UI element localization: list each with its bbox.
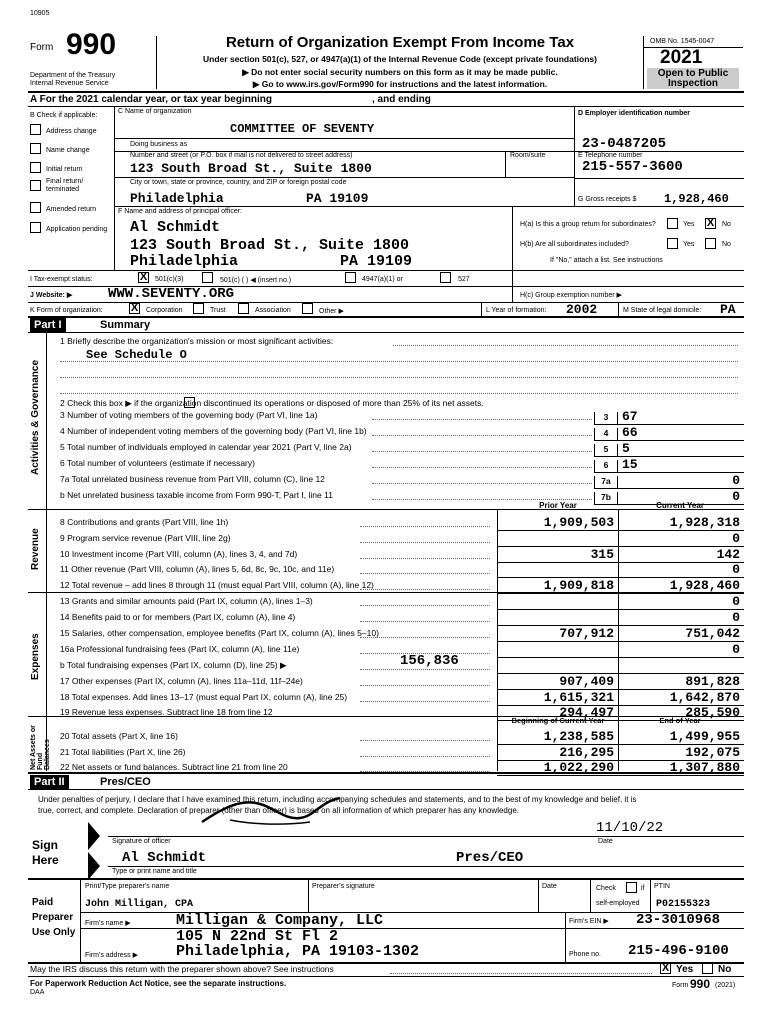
expense-prior-value[interactable]: 294,497 — [559, 705, 614, 720]
revenue-line-leader — [360, 526, 490, 527]
principal-officer-label: F Name and address of principal officer: — [118, 208, 242, 215]
expense-line-text: 19 Revenue less expenses. Subtract line 18 from line 12 — [60, 707, 273, 717]
officer-signature-mark — [200, 790, 360, 830]
expense-current-value[interactable]: 891,828 — [685, 674, 740, 689]
preparer-signature-label: Preparer's signature — [312, 883, 375, 890]
net-assets-line-text: 21 Total liabilities (Part X, line 26) — [60, 747, 186, 757]
revenue-line-text: 12 Total revenue – add lines 8 through 11 (must equal Part VIII, column (A), line 12) — [60, 580, 374, 590]
form-subtitle: Under section 501(c), 527, or 4947(a)(1) of the Internal Revenue Code (except private foundations) — [203, 54, 597, 64]
type-name-label: Type or print name and title — [112, 868, 197, 875]
officer-title[interactable]: Pres/CEO — [456, 850, 524, 866]
org-form-label: K Form of organization: — [30, 307, 103, 314]
gross-receipts-value[interactable]: 1,928,460 — [664, 192, 729, 206]
dba-label: Doing business as — [130, 141, 188, 148]
paperwork-notice: For Paperwork Reduction Act Notice, see the separate instructions. — [30, 979, 287, 988]
footer-form-word: Form — [672, 982, 689, 989]
part1-title: Summary — [100, 319, 151, 331]
revenue-line-leader — [360, 589, 490, 590]
phone-label: E Telephone number — [578, 152, 643, 159]
paid-label: Paid — [32, 897, 54, 908]
net-assets-current-value[interactable]: 1,307,880 — [669, 760, 740, 775]
other-label: Other ▶ — [319, 308, 344, 315]
527-checkbox[interactable] — [440, 272, 451, 283]
self-employed-label: self-employed — [596, 900, 640, 907]
other-checkbox[interactable] — [302, 303, 313, 314]
application-pending-checkbox[interactable] — [30, 222, 41, 233]
website-url[interactable]: WWW.SEVENTY.ORG — [108, 286, 235, 302]
expense-prior-value[interactable]: 707,912 — [559, 626, 614, 641]
gov-line-leader — [372, 419, 592, 420]
net-assets-prior-value[interactable]: 1,238,585 — [543, 729, 614, 744]
expense-line-leader — [360, 669, 490, 670]
self-employed-checkbox[interactable] — [626, 882, 637, 893]
net-assets-current-value[interactable]: 1,499,955 — [669, 729, 740, 744]
gov-line-value[interactable]: 5 — [622, 441, 630, 456]
street-address[interactable]: 123 South Broad St., Suite 1800 — [130, 161, 372, 176]
group-return-yes: Yes — [683, 221, 695, 228]
line-a-ending: , and ending — [372, 94, 431, 105]
501c3-checkbox[interactable]: X — [139, 271, 148, 283]
gov-line-value[interactable]: 67 — [622, 409, 638, 424]
firm-address-line1[interactable]: 105 N 22nd St Fl 2 — [176, 928, 339, 945]
expense-line-leader — [360, 605, 490, 606]
officer-signature-label: Signature of officer — [112, 838, 171, 845]
city[interactable]: Philadelphia — [130, 191, 224, 206]
net-assets-current-value[interactable]: 192,075 — [685, 745, 740, 760]
fundraising-expenses-value[interactable]: 156,836 — [400, 653, 459, 669]
revenue-current-value[interactable]: 142 — [716, 547, 740, 562]
expense-current-value[interactable]: 0 — [732, 642, 740, 657]
terminated-label: terminated — [46, 186, 80, 193]
firm-phone[interactable]: 215-496-9100 — [628, 943, 729, 959]
gov-line-leader — [372, 467, 592, 468]
revenue-current-value[interactable]: 1,928,318 — [669, 515, 740, 530]
gov-line-value[interactable]: 15 — [622, 457, 638, 472]
corporation-label: Corporation — [146, 307, 183, 314]
officer-state-zip[interactable]: PA 19109 — [340, 253, 413, 270]
amended-return-label: Amended return — [46, 206, 97, 213]
gov-line-leader — [372, 483, 592, 484]
revenue-prior-value[interactable]: 1,909,503 — [543, 515, 614, 530]
discuss-question: May the IRS discuss this return with the preparer shown above? See instructions — [30, 964, 334, 974]
4947-checkbox[interactable] — [345, 272, 356, 283]
gov-line-text: b Net unrelated business taxable income from Form 990-T, Part I, line 11 — [60, 490, 333, 500]
perjury-declaration-2: true, correct, and complete. Declaration of preparer (other than officer) is based on all information of which preparer has any knowledge. — [38, 806, 519, 815]
final-return-checkbox[interactable] — [30, 180, 41, 191]
discuss-yes-checkbox[interactable]: X — [661, 962, 670, 974]
revenue-prior-value[interactable]: 1,909,818 — [543, 578, 614, 593]
firm-name-label: Firm's name ▶ — [85, 920, 131, 927]
expense-line-text: 14 Benefits paid to or for members (Part IX, column (A), line 4) — [60, 612, 296, 622]
gov-line-value[interactable]: 0 — [732, 489, 740, 504]
dept-treasury: Department of the Treasury — [30, 72, 116, 79]
gov-line-leader — [372, 451, 592, 452]
final-return-label: Final return/ — [46, 178, 84, 185]
expense-prior-value[interactable]: 907,409 — [559, 674, 614, 689]
activities-governance-side-label: Activities & Governance — [30, 359, 41, 475]
state-zip[interactable]: PA 19109 — [306, 191, 369, 206]
firm-ein[interactable]: 23-3010968 — [636, 912, 721, 928]
revenue-line-text: 10 Investment income (Part VIII, column (A), lines 3, 4, and 7d) — [60, 549, 298, 559]
ptin-value[interactable]: P02155323 — [656, 899, 711, 910]
expense-current-value[interactable]: 0 — [732, 594, 740, 609]
initial-return-checkbox[interactable] — [30, 162, 41, 173]
officer-printed-name[interactable]: Al Schmidt — [122, 850, 207, 866]
subordinates-no: No — [722, 241, 731, 248]
gov-line-text: 3 Number of voting members of the governing body (Part VI, line 1a) — [60, 410, 318, 420]
subordinates-yes-checkbox[interactable] — [667, 238, 678, 249]
group-return-no: No — [722, 221, 731, 228]
gov-line-number: 4 — [594, 428, 618, 441]
footer-year: (2021) — [715, 982, 736, 989]
gov-line-number: 6 — [594, 460, 618, 473]
527-label: 527 — [458, 276, 470, 283]
here-label: Here — [32, 853, 59, 867]
subordinates-note: If "No," attach a list. See instructions — [550, 257, 663, 264]
domicile-label: M State of legal domicile: — [623, 307, 702, 314]
year-formation-value[interactable]: 2002 — [566, 302, 598, 317]
net-assets-line-leader — [360, 740, 490, 741]
dept-irs: Internal Revenue Service — [30, 80, 109, 87]
use-only-label: Use Only — [32, 927, 76, 938]
expense-line-text: 16a Professional fundraising fees (Part IX, column (A), line 11e) — [60, 644, 300, 654]
group-return-yes-checkbox[interactable] — [667, 218, 678, 229]
expenses-side-label: Expenses — [30, 633, 41, 680]
phone-value[interactable]: 215-557-3600 — [582, 159, 683, 175]
revenue-line-text: 8 Contributions and grants (Part VIII, line 1h) — [60, 517, 229, 527]
org-name-label: C Name of organization — [118, 108, 192, 115]
revenue-line-leader — [360, 573, 490, 574]
expense-current-value[interactable]: 285,590 — [685, 705, 740, 720]
revenue-line-leader — [360, 542, 490, 543]
discuss-yes: Yes — [676, 964, 694, 975]
expense-line-leader — [360, 621, 490, 622]
line2-text: 2 Check this box ▶ if the organization discontinued its operations or disposed of more than 25% of its net assets. — [60, 398, 484, 408]
net-assets-prior-value[interactable]: 216,295 — [559, 745, 614, 760]
discuss-no: No — [718, 964, 732, 975]
revenue-line-text: 11 Other revenue (Part VIII, column (A), lines 5, 6d, 8c, 9c, 10c, and 11e) — [60, 564, 335, 574]
tax-year: 2021 — [660, 47, 703, 68]
revenue-side-label: Revenue — [30, 528, 41, 570]
preparer-name[interactable]: John Milligan, CPA — [85, 899, 194, 910]
sign-arrow-icon — [88, 822, 102, 882]
part2-title: Pres/CEO — [100, 776, 151, 788]
501c3-label: 501(c)(3) — [155, 276, 184, 283]
gov-line-text: 4 Number of independent voting members of the governing body (Part VI, line 1b) — [60, 426, 367, 436]
sign-label: Sign — [32, 838, 58, 852]
expense-line-text: 17 Other expenses (Part IX, column (A), lines 11a–11d, 11f–24e) — [60, 676, 303, 686]
501c-checkbox[interactable] — [202, 272, 213, 283]
revenue-line-text: 9 Program service revenue (Part VIII, line 2g) — [60, 533, 231, 543]
address-change-checkbox[interactable] — [30, 124, 41, 135]
form-word: Form — [30, 42, 54, 53]
group-exemption-label: H(c) Group exemption number ▶ — [520, 292, 622, 299]
revenue-current-value[interactable]: 1,928,460 — [669, 578, 740, 593]
gov-line-text: 7a Total unrelated business revenue from Part VIII, column (C), line 12 — [60, 474, 325, 484]
line-a: A For the 2021 calendar year, or tax year beginning — [30, 94, 272, 105]
gov-line-value[interactable]: 66 — [622, 425, 638, 440]
form-number: 990 — [66, 28, 117, 61]
corporation-checkbox[interactable]: X — [130, 302, 139, 314]
group-return-no-checkbox[interactable]: X — [706, 217, 715, 229]
association-checkbox[interactable] — [238, 303, 249, 314]
amended-return-checkbox[interactable] — [30, 202, 41, 213]
name-change-checkbox[interactable] — [30, 143, 41, 154]
expense-line-leader — [360, 701, 490, 702]
part2-label: Part II — [30, 775, 69, 789]
ein-label: D Employer identification number — [578, 110, 691, 117]
expense-current-value[interactable]: 751,042 — [685, 626, 740, 641]
expense-line-text: 13 Grants and similar amounts paid (Part IX, column (A), lines 1–3) — [60, 596, 313, 606]
firm-address-label: Firm's address ▶ — [85, 952, 139, 959]
gov-line-text: 6 Total number of volunteers (estimate if necessary) — [60, 458, 255, 468]
date-label: Date — [598, 838, 613, 845]
initial-return-label: Initial return — [46, 166, 83, 173]
expense-line-text: 15 Salaries, other compensation, employee benefits (Part IX, column (A), lines 5–10) — [60, 628, 379, 638]
gov-line-number: 7b — [594, 492, 618, 505]
gov-line-leader — [372, 435, 592, 436]
ptin-label: PTIN — [654, 883, 670, 890]
revenue-line-leader — [360, 558, 490, 559]
firm-ein-label: Firm's EIN ▶ — [569, 918, 609, 925]
group-return-question: H(a) Is this a group return for subordinates? — [520, 221, 656, 228]
open-to-public: Open to Public — [657, 68, 729, 79]
city-label: City or town, state or province, country, and ZIP or foreign postal code — [130, 179, 347, 186]
officer-name[interactable]: Al Schmidt — [130, 219, 221, 236]
document-id: 10905 — [30, 10, 50, 17]
mission-text[interactable]: See Schedule O — [86, 348, 187, 362]
subordinates-no-checkbox[interactable] — [705, 238, 716, 249]
revenue-prior-value[interactable]: 315 — [590, 547, 614, 562]
preparer-date-label: Date — [542, 883, 557, 890]
expense-line-text: 18 Total expenses. Add lines 13–17 (must equal Part IX, column (A), line 25) — [60, 692, 348, 702]
revenue-current-value[interactable]: 0 — [732, 531, 740, 546]
room-suite-label: Room/suite — [510, 152, 546, 159]
expense-current-value[interactable]: 0 — [732, 610, 740, 625]
subordinates-yes: Yes — [683, 241, 695, 248]
inspection: Inspection — [667, 78, 718, 89]
revenue-current-value[interactable]: 0 — [732, 562, 740, 577]
current-year-header: Current Year — [656, 501, 704, 510]
net-assets-line-text: 20 Total assets (Part X, line 16) — [60, 731, 178, 741]
beginning-year-header: Beginning of Current Year — [511, 716, 605, 725]
gov-line-number: 3 — [594, 412, 618, 425]
net-assets-side-label: Net Assets or Fund Balances — [30, 725, 51, 770]
gov-line-number: 7a — [594, 476, 618, 489]
4947-label: 4947(a)(1) or — [362, 276, 403, 283]
net-assets-line-text: 22 Net assets or fund balances. Subtract line 21 from line 20 — [60, 762, 288, 772]
line-b-label: B Check if applicable: — [30, 112, 98, 119]
firm-name[interactable]: Milligan & Company, LLC — [176, 912, 384, 929]
officer-street[interactable]: 123 South Broad St., Suite 1800 — [130, 237, 410, 254]
expense-current-value[interactable]: 1,642,870 — [669, 690, 740, 705]
expense-line-leader — [360, 685, 490, 686]
discontinued-checkbox[interactable] — [184, 397, 195, 408]
subordinates-question: H(b) Are all subordinates included? — [520, 241, 629, 248]
firm-address-line2[interactable]: Philadelphia, PA 19103-1302 — [176, 943, 420, 960]
daa-label: DAA — [30, 989, 45, 996]
name-change-label: Name change — [46, 147, 90, 154]
check-label: Check — [596, 885, 616, 892]
application-pending-label: Application pending — [46, 226, 108, 233]
501c-label: 501(c) ( ) ◀ (insert no.) — [220, 277, 292, 284]
discuss-no-checkbox[interactable] — [702, 963, 713, 974]
gross-receipts-label: G Gross receipts $ — [578, 196, 637, 203]
gov-line-value[interactable]: 0 — [732, 473, 740, 488]
omb-number: OMB No. 1545-0047 — [650, 38, 715, 45]
expense-prior-value[interactable]: 1,615,321 — [543, 690, 614, 705]
website-label: J Website: ▶ — [30, 292, 73, 299]
association-label: Association — [255, 307, 291, 314]
street-label: Number and street (or P.O. box if mail is not delivered to street address) — [130, 152, 353, 159]
part1-label: Part I — [30, 318, 66, 332]
expense-line-text: b Total fundraising expenses (Part IX, column (D), line 25) ▶ — [60, 660, 287, 670]
gov-line-number: 5 — [594, 444, 618, 457]
line1-text: 1 Briefly describe the organization's mission or most significant activities: — [60, 336, 334, 346]
expense-line-leader — [360, 637, 490, 638]
trust-checkbox[interactable] — [193, 303, 204, 314]
form-title: Return of Organization Exempt From Income Tax — [225, 34, 575, 51]
org-name[interactable]: COMMITTEE OF SEVENTY — [230, 122, 375, 136]
irs-link-notice: ▶ Go to www.irs.gov/Form990 for instructions and the latest information. — [252, 79, 548, 89]
year-formation-label: L Year of formation: — [486, 307, 547, 314]
signature-date[interactable]: 11/10/22 — [596, 820, 664, 836]
gov-line-leader — [372, 499, 592, 500]
net-assets-prior-value[interactable]: 1,022,290 — [543, 760, 614, 775]
preparer-name-label: Print/Type preparer's name — [85, 883, 170, 890]
ein-value[interactable]: 23-0487205 — [582, 136, 667, 152]
gov-line-text: 5 Total number of individuals employed in calendar year 2021 (Part V, line 2a) — [60, 442, 352, 452]
ssn-notice: ▶ Do not enter social security numbers on this form as it may be made public. — [242, 67, 558, 77]
net-assets-line-leader — [360, 756, 490, 757]
if-label: if — [641, 885, 645, 892]
address-change-label: Address change — [46, 128, 97, 135]
domicile-value[interactable]: PA — [720, 302, 736, 317]
preparer-label: Preparer — [32, 912, 74, 923]
prior-year-header: Prior Year — [539, 501, 577, 510]
tax-exempt-label: I Tax-exempt status: — [30, 276, 93, 283]
firm-phone-label: Phone no. — [569, 951, 601, 958]
footer-form-number: 990 — [690, 977, 711, 991]
officer-city[interactable]: Philadelphia — [130, 253, 239, 270]
perjury-declaration-1: Under penalties of perjury, I declare that I have examined this return, including accompanying schedules and statements, and to the best of my knowledge and belief, it is — [38, 795, 637, 804]
end-year-header: End of Year — [659, 716, 701, 725]
trust-label: Trust — [210, 307, 226, 314]
